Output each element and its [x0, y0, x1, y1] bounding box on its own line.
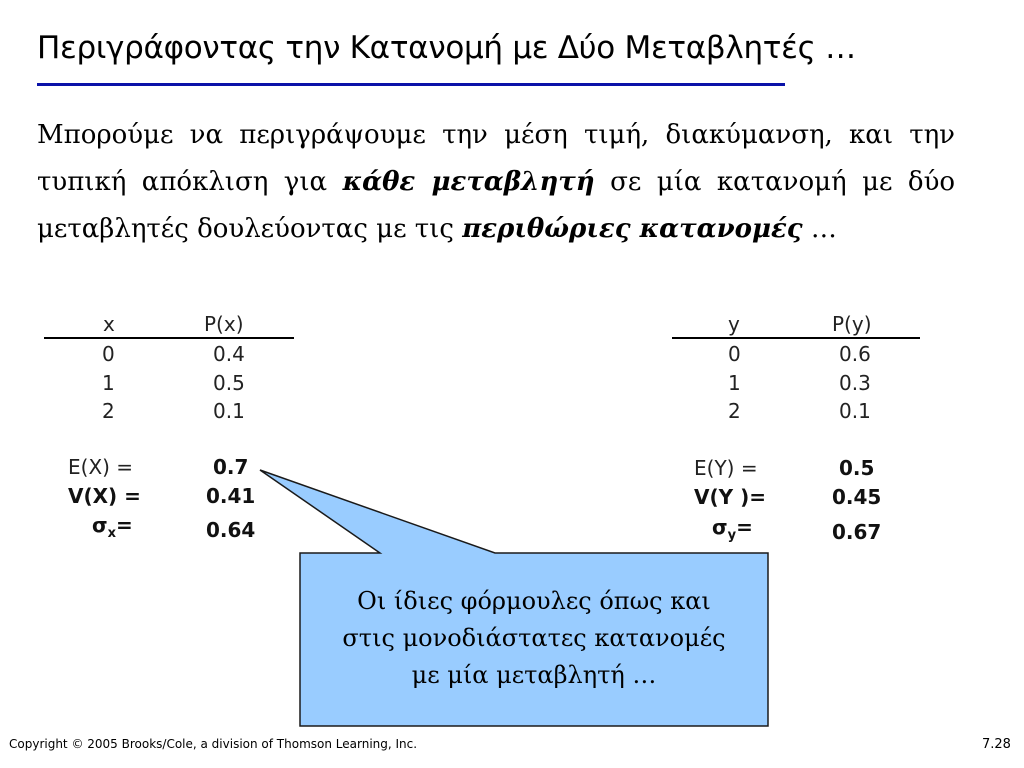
ey-value: 0.5	[839, 456, 875, 480]
sigma-x-label: $\sigma_x=$	[92, 513, 133, 541]
page-number: 7.28	[982, 737, 1011, 752]
table-x-header-x: x	[103, 312, 115, 336]
table-row: 1	[728, 371, 741, 395]
table-row: 0.6	[839, 342, 871, 366]
body-emphasis-marginal-distributions: περιθώριες κατανομές	[462, 214, 803, 244]
ey-label: E(Y) =	[694, 456, 758, 480]
slide-title: Περιγράφοντας την Κατανομή με Δύο Μεταβλητές …	[37, 30, 856, 66]
vy-label: V(Y )=	[694, 485, 766, 509]
table-x-header-px: P(x)	[204, 312, 244, 336]
vy-value: 0.45	[832, 485, 882, 509]
sigma-y-value: 0.67	[832, 520, 882, 544]
callout-line-3: με μία μεταβλητή …	[411, 661, 657, 689]
table-row: 0.1	[839, 399, 871, 423]
table-y-header-y: y	[728, 312, 740, 336]
vx-label: V(X) =	[68, 484, 141, 508]
body-text-part-1: Μπορούμε να περιγράψουμε την μέση τιμή, διακύμανση, και την τυπική απόκλιση για	[37, 120, 955, 197]
table-row: 2	[102, 399, 115, 423]
table-row: 1	[102, 371, 115, 395]
table-y-header-py: P(y)	[832, 312, 872, 336]
callout-text	[300, 583, 768, 694]
footer-copyright: Copyright © 2005 Brooks/Cole, a division of Thomson Learning, Inc.	[9, 737, 418, 751]
table-row: 0.1	[213, 399, 245, 423]
callout-line-1: Οι ίδιες φόρμουλες όπως και	[357, 587, 711, 615]
table-row: 0.5	[213, 371, 245, 395]
ex-value: 0.7	[213, 455, 249, 479]
table-row: 0	[102, 342, 115, 366]
ex-label: E(X) =	[68, 455, 134, 479]
body-text-part-3: …	[810, 214, 837, 244]
table-row: 2	[728, 399, 741, 423]
sigma-x-value: 0.64	[206, 518, 256, 542]
table-row: 0.4	[213, 342, 245, 366]
body-emphasis-each-variable: κάθε μεταβλητή	[342, 167, 595, 197]
vx-value: 0.41	[206, 484, 256, 508]
sigma-y-label: $\sigma_y=$	[712, 515, 753, 543]
table-row: 0.3	[839, 371, 871, 395]
body-text-part-2: σε μία κατανομή με δύο μεταβλητές δουλεύοντας με τις	[37, 167, 956, 244]
table-row: 0	[728, 342, 741, 366]
callout-line-2: στις μονοδιάστατες κατανομές	[342, 624, 726, 652]
